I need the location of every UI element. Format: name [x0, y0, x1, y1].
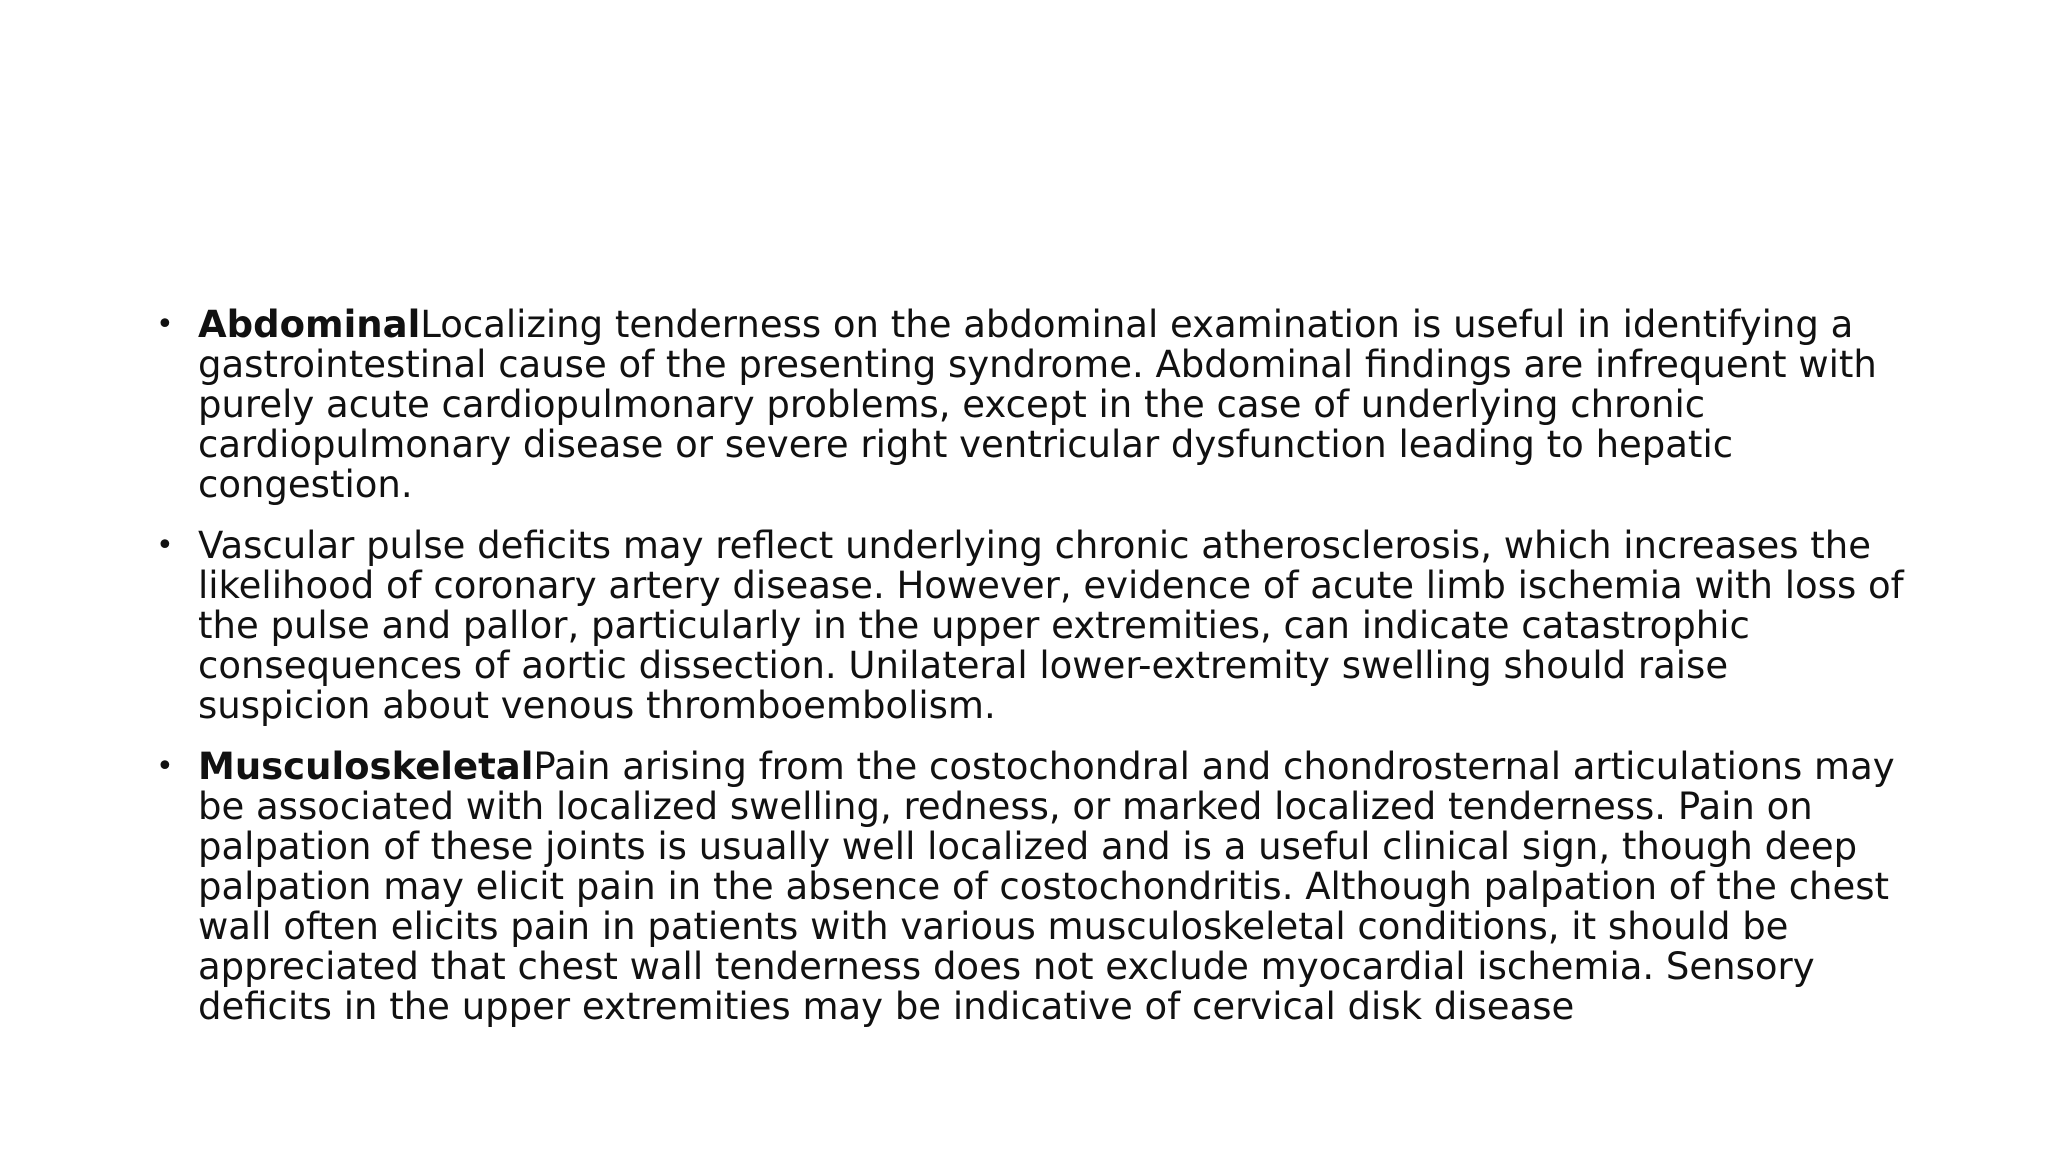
bullet-item-musculoskeletal	[150, 747, 1910, 1027]
bullet-text-musculoskeletal: Pain arising from the costochondral and chondrosternal articulations may be associated with localized swelling, redness, or marked localized tenderness. Pain on palpation of these joints is usually well localized and is a useful clinical sign, though deep palpation may elicit pain in the absence of costochondritis. Although palpation of the chest wall often elicits pain in patients with various musculoskeletal conditions, it should be appreciated that chest wall tenderness does not exclude myocardial ischemia. Sensory deficits in the upper extremities may be indicative of cervical disk disease	[198, 745, 1895, 1028]
bullet-lead-musculoskeletal: Musculoskeletal	[198, 745, 534, 788]
bullet-icon: •	[156, 749, 174, 784]
bullet-text-abdominal: Localizing tenderness on the abdominal examination is useful in identifying a gastrointestinal cause of the presenting syndrome. Abdominal findings are infrequent with purely acute cardiopulmonary problems, except in the case of underlying chronic cardiopulmonary disease or severe right ventricular dysfunction leading to hepatic congestion.	[198, 303, 1877, 506]
bullet-icon: •	[156, 307, 174, 342]
bullet-text-vascular: Vascular pulse deficits may reflect underlying chronic atherosclerosis, which increases the likelihood of coronary artery disease. However, evidence of acute limb ischemia with loss of the pulse and pallor, particularly in the upper extremities, can indicate catastrophic consequences of aortic dissection. Unilateral lower-extremity swelling should raise suspicion about venous thromboembolism.	[198, 524, 1904, 727]
bullet-icon: •	[156, 528, 174, 563]
bullet-list	[150, 305, 1910, 1048]
bullet-item-abdominal	[150, 305, 1910, 505]
bullet-lead-abdominal: Abdominal	[198, 303, 421, 346]
bullet-item-vascular	[150, 526, 1910, 726]
